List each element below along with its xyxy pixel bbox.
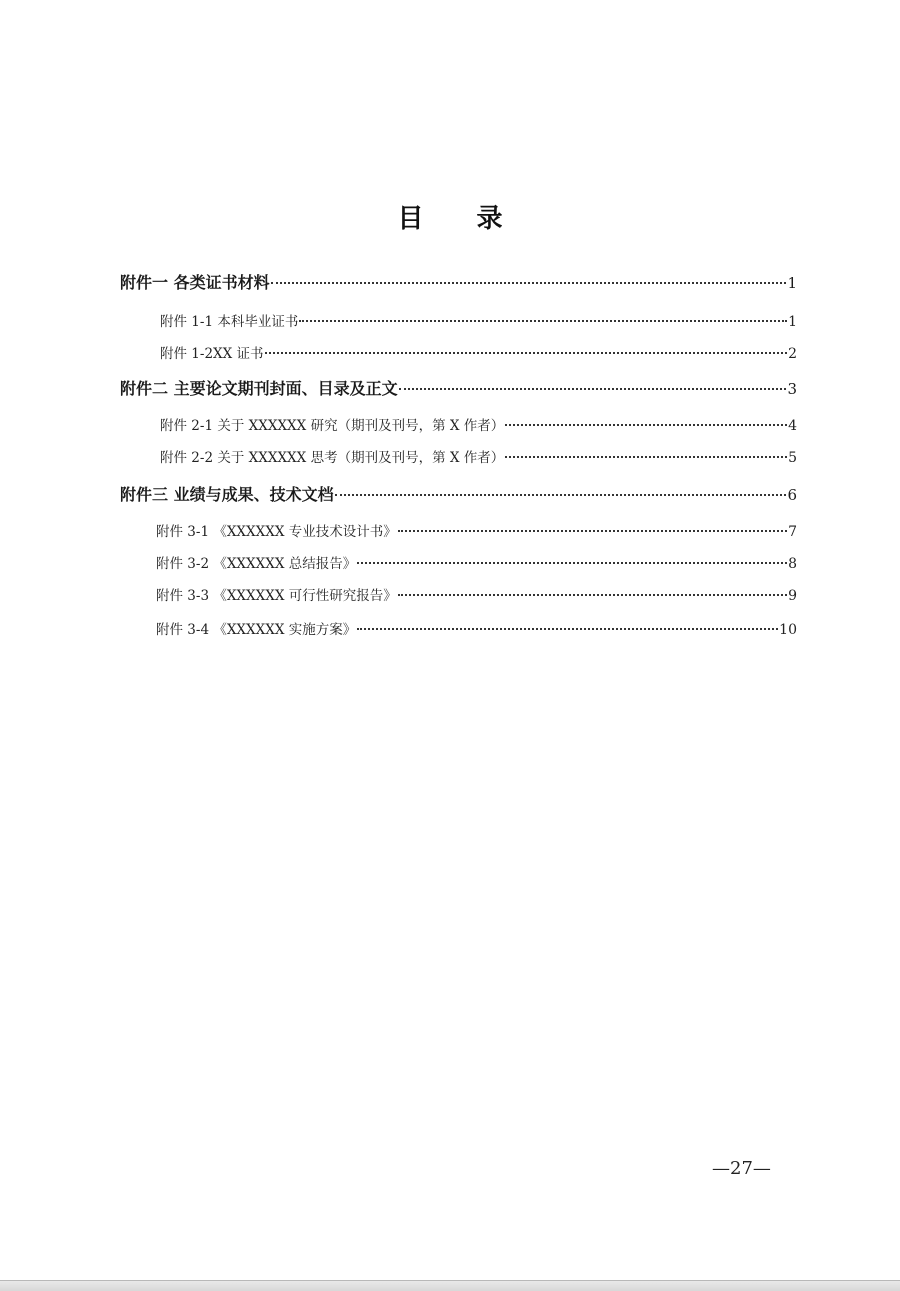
- toc-leader-dots: [505, 424, 787, 426]
- page-number: —27—: [712, 1158, 771, 1179]
- toc-entry-page: 2: [788, 346, 797, 362]
- toc-entry-page: 10: [779, 622, 797, 638]
- toc-entry[interactable]: [160, 342, 797, 362]
- toc-entry-label: 附件二 主要论文期刊封面、目录及正文: [120, 379, 398, 398]
- toc-entry-page: 5: [788, 450, 797, 466]
- toc-leader-dots: [505, 456, 787, 458]
- toc-entry-page: 7: [788, 524, 797, 540]
- toc-leader-dots: [398, 594, 787, 596]
- toc-entry-label: 附件 3-3 《XXXXXX 可行性研究报告》: [156, 588, 397, 604]
- toc-entry-label: 附件 2-2 关于 XXXXXX 思考（期刊及刊号，第 X 作者）: [160, 450, 505, 466]
- page-title: 目 录: [397, 204, 525, 234]
- toc-entry-label: 附件 3-1 《XXXXXX 专业技术设计书》: [156, 524, 397, 540]
- scan-bottom-edge: [0, 1280, 900, 1291]
- toc-leader-dots: [335, 494, 787, 496]
- toc-entry[interactable]: [120, 482, 797, 505]
- toc-entry[interactable]: [160, 446, 797, 466]
- toc-entry-label: 附件 3-2 《XXXXXX 总结报告》: [156, 556, 357, 572]
- toc-entry-label: 附件 2-1 关于 XXXXXX 研究（期刊及刊号，第 X 作者）: [160, 418, 505, 434]
- toc-entry[interactable]: [120, 376, 797, 399]
- toc-entry-label: 附件 1-2XX 证书: [160, 346, 264, 362]
- toc-leader-dots: [299, 320, 787, 322]
- toc-entry[interactable]: [160, 414, 797, 434]
- toc-leader-dots: [265, 352, 788, 354]
- toc-entry-label: 附件 1-1 本科毕业证书: [160, 314, 299, 330]
- toc-entry-page: 3: [787, 380, 797, 398]
- toc-entry[interactable]: [156, 552, 797, 572]
- toc-entry-label: 附件 3-4 《XXXXXX 实施方案》: [156, 622, 357, 638]
- toc-entry-label: 附件一 各类证书材料: [120, 273, 270, 292]
- toc-entry[interactable]: [156, 520, 797, 540]
- toc-entry[interactable]: [120, 270, 797, 293]
- toc-entry-page: 1: [788, 314, 797, 330]
- toc-entry-page: 9: [788, 588, 797, 604]
- toc-entry-label: 附件三 业绩与成果、技术文档: [120, 485, 334, 504]
- toc-leader-dots: [271, 282, 787, 284]
- toc-entry-page: 4: [788, 418, 797, 434]
- toc-entry-page: 8: [788, 556, 797, 572]
- toc-entry-page: 1: [787, 274, 797, 292]
- toc-leader-dots: [357, 562, 787, 564]
- toc-leader-dots: [399, 388, 787, 390]
- toc-entry[interactable]: [156, 618, 797, 638]
- toc-leader-dots: [357, 628, 778, 630]
- toc-entry[interactable]: [156, 584, 797, 604]
- toc-leader-dots: [398, 530, 787, 532]
- toc-entry[interactable]: [160, 310, 797, 330]
- toc-entry-page: 6: [787, 486, 797, 504]
